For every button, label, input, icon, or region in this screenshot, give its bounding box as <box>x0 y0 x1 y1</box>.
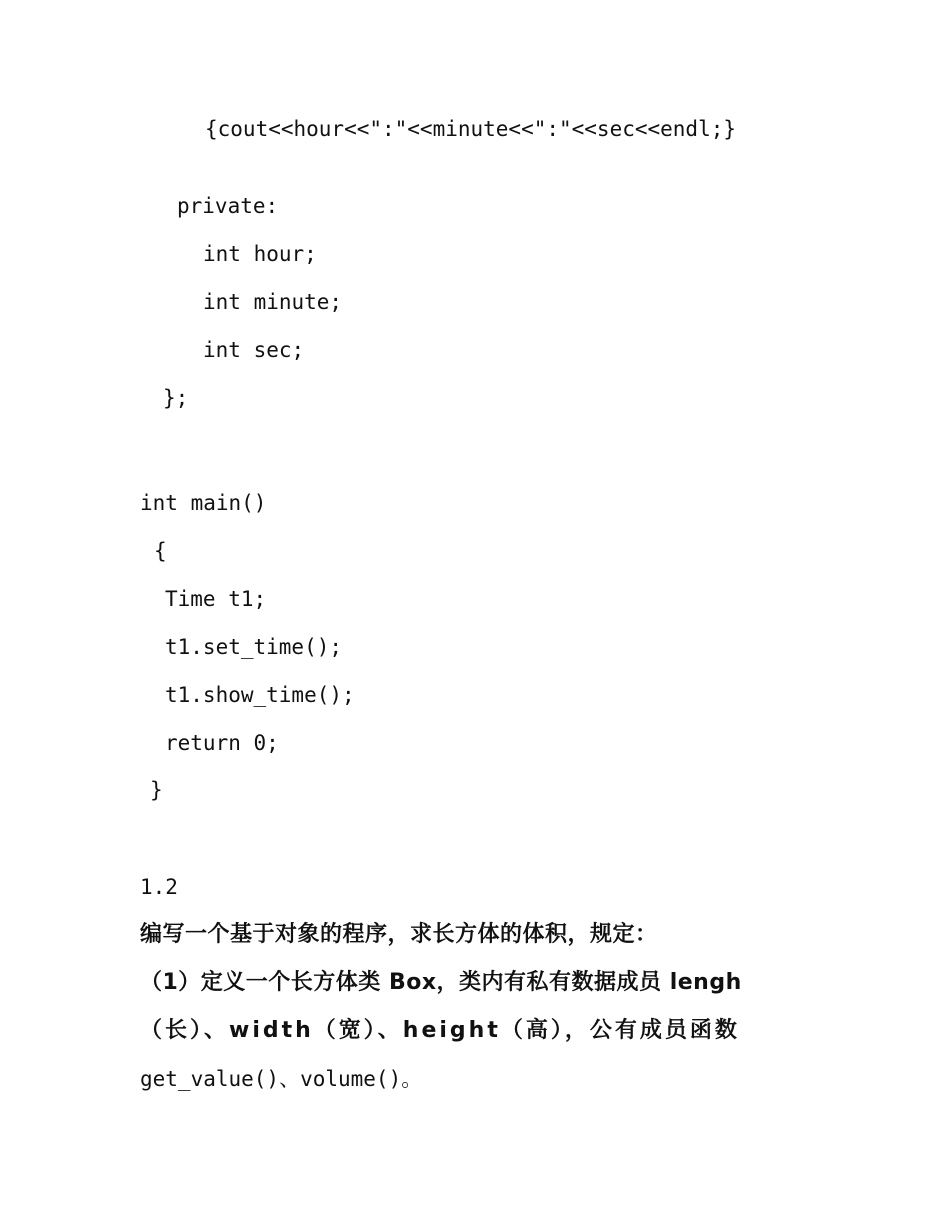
section-number: 1.2 <box>140 875 178 899</box>
requirement-1-line-1: （1）定义一个长方体类 Box，类内有私有数据成员 lengh <box>140 970 742 995</box>
code-decl-t1: Time t1; <box>165 587 267 611</box>
code-main-signature: int main() <box>140 491 267 515</box>
code-call-show-time: t1.show_time(); <box>165 683 355 707</box>
code-call-set-time: t1.set_time(); <box>165 635 343 659</box>
requirement-1-line-3: get_value()、volume()。 <box>140 1067 423 1091</box>
code-show-time-body: {cout<<hour<<":"<<minute<<":"<<sec<<endl;} <box>205 117 737 141</box>
task-intro-text: 编写一个基于对象的程序，求长方体的体积，规定： <box>140 922 658 947</box>
code-member-hour: int hour; <box>203 242 317 266</box>
code-member-sec: int sec; <box>203 338 305 362</box>
requirement-1-line-2: （长）、width（宽）、height（高），公有成员函数 <box>140 1018 740 1043</box>
code-member-minute: int minute; <box>203 290 343 314</box>
code-class-end: }; <box>163 386 189 410</box>
code-main-open-brace: { <box>154 539 167 563</box>
code-return-statement: return 0; <box>165 731 279 755</box>
code-private-label: private: <box>177 194 279 218</box>
code-main-close-brace: } <box>150 778 163 802</box>
